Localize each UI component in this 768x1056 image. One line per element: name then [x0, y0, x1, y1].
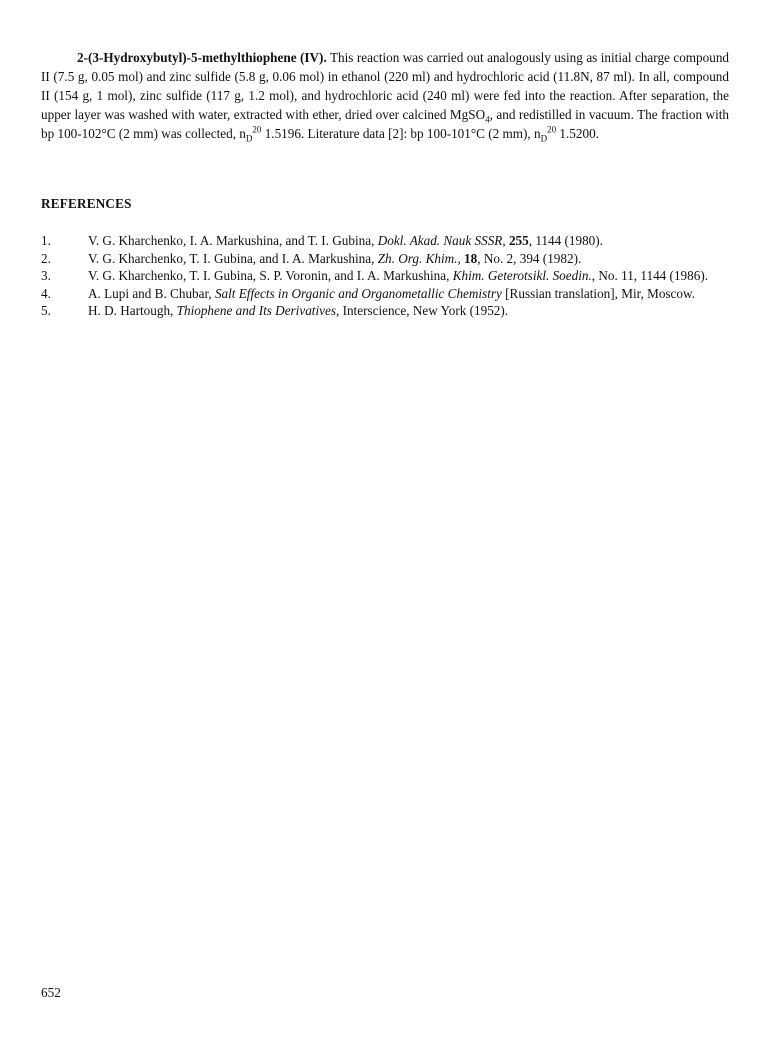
- reference-journal: Zh. Org. Khim.: [377, 250, 458, 266]
- paragraph-text-2: , and redistilled in vacuum. The fraction with bp 100-102°C (2 mm) was collected, n: [41, 107, 729, 141]
- reference-details: [Russian translation], Mir, Moscow.: [501, 285, 695, 301]
- reference-separator: ,: [457, 250, 465, 266]
- experimental-paragraph: [41, 48, 729, 143]
- reference-item-2: [41, 250, 729, 268]
- subscript-d-2: D: [540, 133, 548, 144]
- reference-details: , No. 11, 1144 (1986).: [591, 268, 709, 283]
- reference-number: 3.: [41, 268, 51, 283]
- reference-number: 4.: [41, 285, 51, 301]
- reference-text: [88, 232, 729, 250]
- reference-authors: V. G. Kharchenko, T. I. Gubina, S. P. Voronin, and I. A. Markushina,: [88, 268, 453, 283]
- paragraph-text-3: 1.5196. Literature data [2]: bp 100-101°C (2 mm), n: [261, 126, 541, 141]
- reference-number: 1.: [41, 233, 51, 248]
- superscript-20-1: 20: [252, 124, 262, 135]
- reference-details: , Interscience, New York (1952).: [335, 303, 509, 318]
- reference-journal: Dokl. Akad. Nauk SSSR: [377, 233, 503, 248]
- reference-separator: ,: [502, 233, 509, 248]
- reference-item-4: [41, 285, 729, 303]
- reference-authors: V. G. Kharchenko, I. A. Markushina, and T. I. Gubina,: [88, 233, 378, 248]
- reference-authors: H. D. Hartough,: [88, 303, 177, 318]
- reference-text: [88, 267, 729, 285]
- reference-authors: A. Lupi and B. Chubar,: [88, 285, 215, 301]
- reference-authors: V. G. Kharchenko, T. I. Gubina, and I. A. Markushina,: [88, 250, 378, 266]
- reference-item-5: [41, 302, 729, 320]
- reference-number: 2.: [41, 250, 51, 266]
- reference-book-title: Salt Effects in Organic and Organometallic Chemistry: [214, 285, 502, 301]
- superscript-20-2: 20: [547, 124, 557, 135]
- subscript-d-1: D: [245, 133, 253, 144]
- reference-text: [88, 250, 729, 268]
- reference-text: [88, 285, 729, 303]
- paragraph-text-1: This reaction was carried out analogously using as initial charge compound II (7.5 g, 0.05 mol) and zinc sulfide (5.8 g, 0.06 mol) in ethanol (220 ml) and hydrochloric acid (11.8N, 87 ml). In all, compound II (154 g, 1 mol), zinc sulfide (117 g, 1.2 mol), and hydrochloric acid (240 ml) were fed into the reaction. After separation, the upper layer was washed with water, extracted with ether, dried over calcined MgSO: [41, 50, 730, 122]
- reference-details: , 1144 (1980).: [528, 233, 603, 248]
- references-list: [41, 232, 729, 320]
- subscript-4: 4: [485, 114, 490, 125]
- reference-item-3: [41, 267, 729, 285]
- page-number: 652: [41, 985, 61, 1000]
- paragraph-text-4: 1.5200.: [556, 126, 599, 141]
- reference-journal: Khim. Geterotsikl. Soedin.: [452, 268, 592, 283]
- reference-number: 5.: [41, 303, 51, 318]
- reference-volume: 255: [508, 233, 529, 248]
- reference-text: [88, 302, 729, 320]
- reference-book-title: Thiophene and Its Derivatives: [176, 303, 336, 318]
- reference-details: , No. 2, 394 (1982).: [477, 250, 582, 266]
- reference-volume: 18: [464, 250, 478, 266]
- references-heading: REFERENCES: [41, 196, 132, 211]
- compound-title: 2-(3-Hydroxybutyl)-5-methylthiophene (IV).: [77, 50, 327, 65]
- reference-item-1: [41, 232, 729, 250]
